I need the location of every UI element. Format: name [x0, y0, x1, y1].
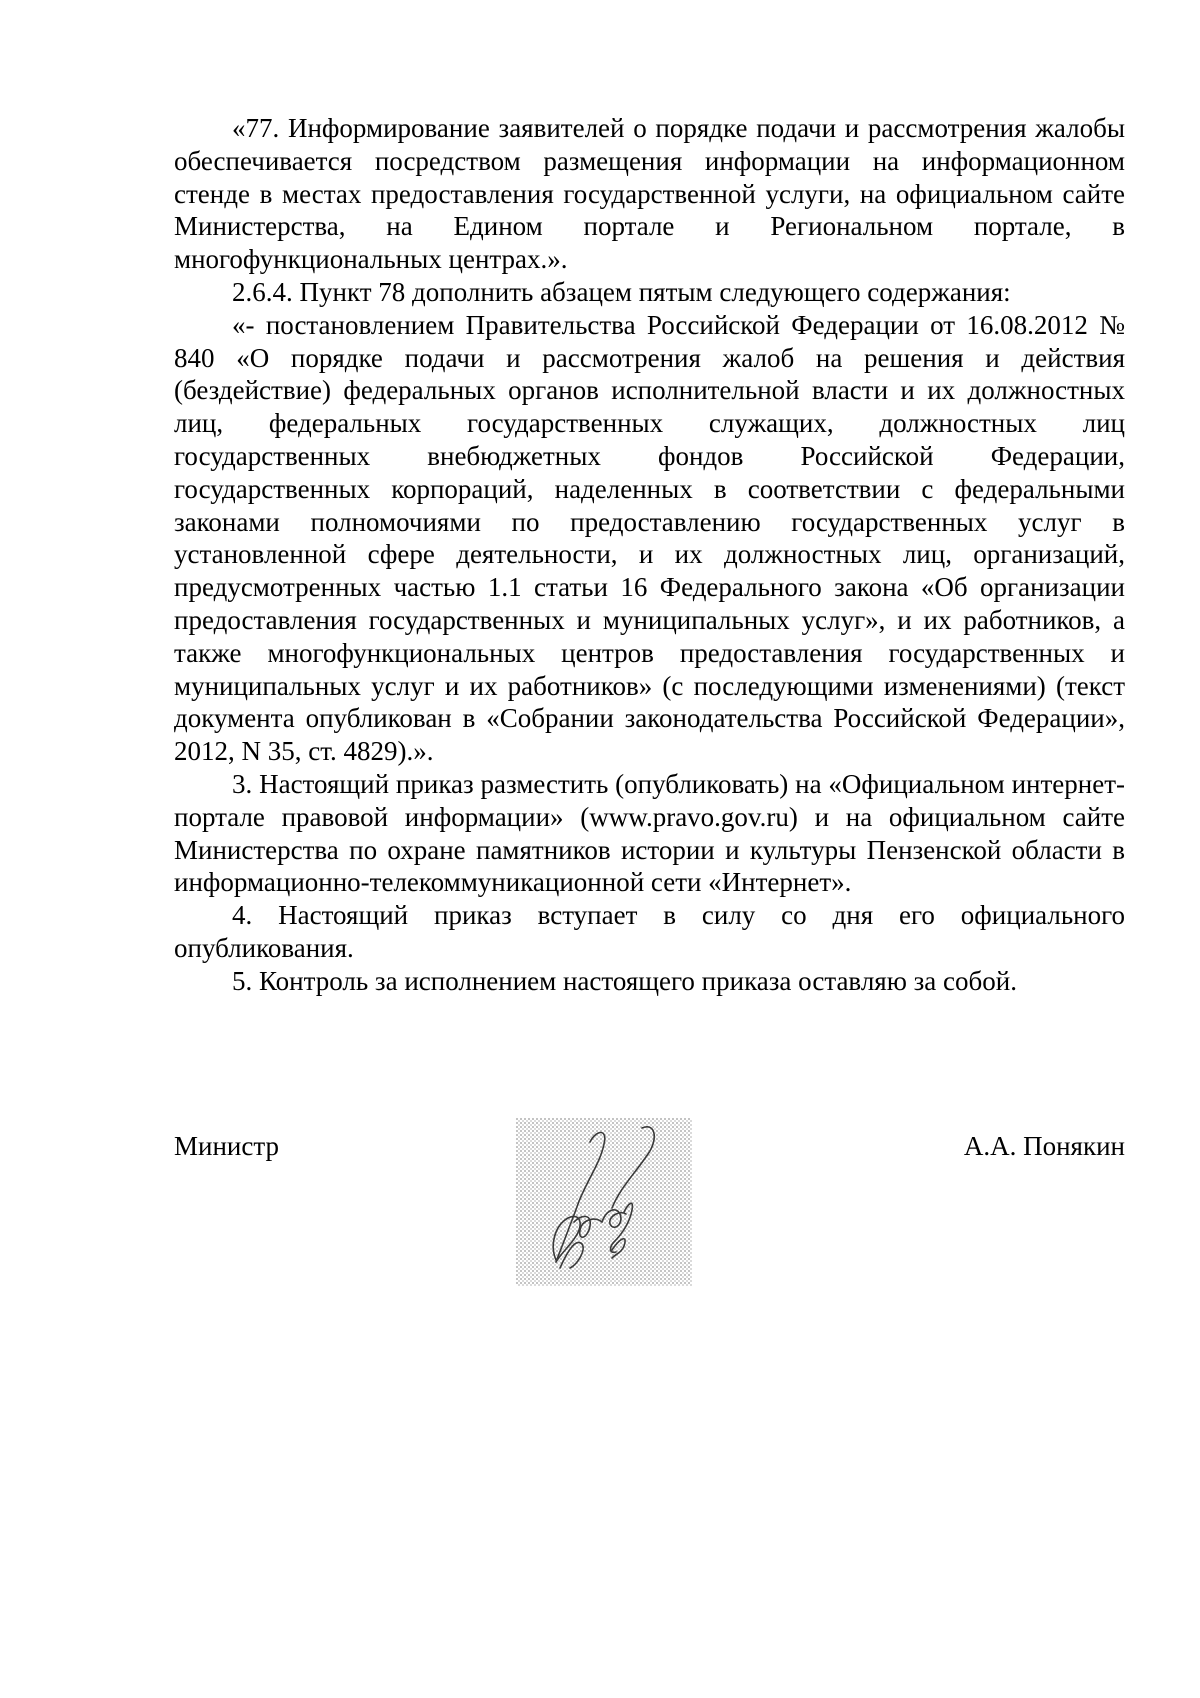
signature-block	[174, 1118, 1125, 1318]
paragraph-item-77: «77. Информирование заявителей о порядке подачи и рассмотрения жалобы обеспечивается посредством размещения информации на информационном стенде в местах предоставления государственной услуги, на официальном сайте Министерства, на Едином портале и Региональном портале, в многофункциональных центрах.».	[174, 113, 1125, 275]
paragraph-control: 5. Контроль за исполнением настоящего приказа оставляю за собой.	[232, 965, 1017, 996]
paragraph-publication: 3. Настоящий приказ разместить (опубликовать) на «Официальном интернет-портале правовой информации» (www.pravo.gov.ru) и на официальном сайте Министерства по охране памятников истории и культуры Пензенской области в информационно-телекоммуникационной сети «Интернет».	[174, 768, 1125, 898]
handwritten-signature-icon	[516, 1118, 692, 1286]
signatory-position: Министр	[174, 1131, 279, 1161]
paragraph-decree-reference: «- постановлением Правительства Российской Федерации от 16.08.2012 № 840 «О порядке подачи и рассмотрения жалоб на решения и действия (бездействие) федеральных органов исполнительной власти и их должностных лиц, федеральных государственных служащих, должностных лиц государственных внебюджетных фондов Российской Федерации, государственных корпораций, наделенных в соответствии с федеральными законами полномочиями по предоставлению государственных услуг в установленной сфере деятельности, и их должностных лиц, организаций, предусмотренных частью 1.1 статьи 16 Федерального закона «Об организации предоставления государственных и муниципальных услуг», и их работников, а также многофункциональных центров предоставления государственных и муниципальных услуг и их работников» (с последующими изменениями) (текст документа опубликован в «Собрании законодательства Российской Федерации», 2012, N 35, ст. 4829).».	[174, 309, 1125, 767]
signatory-name: А.А. Понякин	[963, 1131, 1125, 1161]
document-body	[174, 112, 1125, 998]
paragraph-clause-2-6-4: 2.6.4. Пункт 78 дополнить абзацем пятым следующего содержания:	[232, 276, 1011, 307]
paragraph-effective-date: 4. Настоящий приказ вступает в силу со дня его официального опубликования.	[174, 900, 1125, 963]
